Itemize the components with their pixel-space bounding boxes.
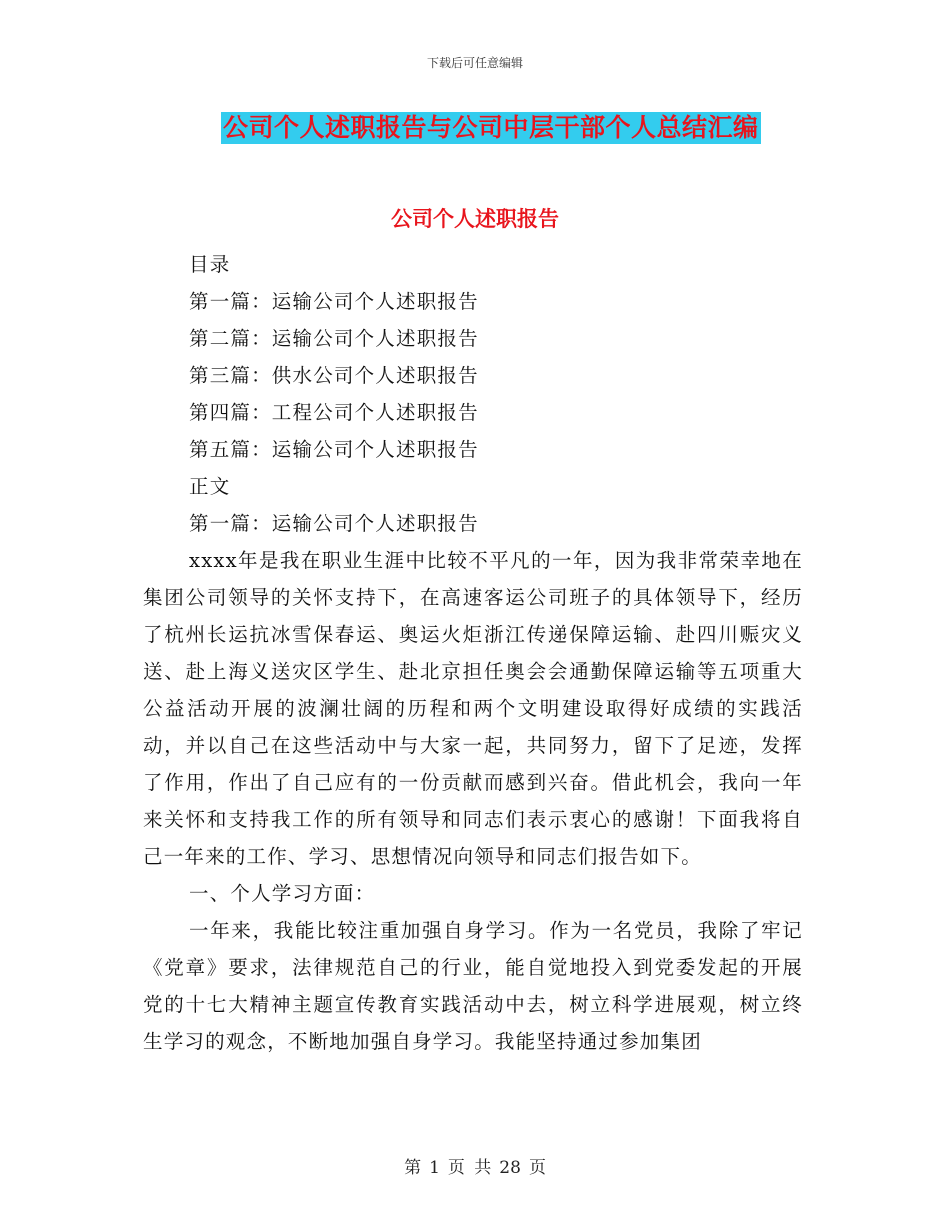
toc-item: 第五篇：运输公司个人述职报告 [189,438,479,461]
toc-item: 第二篇：运输公司个人述职报告 [189,327,479,350]
footer-prefix: 第 [404,1158,422,1178]
footer-middle: 页 共 [447,1158,492,1178]
toc-heading: 目录 [189,253,231,276]
toc-item: 第一篇：运输公司个人述职报告 [189,290,479,313]
paragraph: 一年来，我能比较注重加强自身学习。作为一名党员，我除了牢记《党章》要求，法律规范自己的行业，能自觉地投入到党委发起的开展党的十七大精神主题宣传教育实践活动中去，树立科学进展观，树立终生学习的观念，不断地加强自身学习。我能坚持通过参加集团 [143,919,803,1053]
footer-suffix: 页 [528,1158,546,1178]
page-number: 1 [429,1158,440,1178]
chapter-title: 第一篇：运输公司个人述职报告 [189,512,479,535]
header-note: 下载后可任意编辑 [426,56,523,70]
page-total: 28 [499,1158,521,1178]
section-title: 公司个人述职报告 [391,206,559,231]
document-title: 公司个人述职报告与公司中层干部个人总结汇编 [223,113,759,142]
paragraph: xxxx年是我在职业生涯中比较不平凡的一年，因为我非常荣幸地在集团公司领导的关怀支持下，在高速客运公司班子的具体领导下，经历了杭州长运抗冰雪保春运、奥运火炬浙江传递保障运输、赴四川赈灾义送、赴上海义送灾区学生、赴北京担任奥会会通勤保障运输等五项重大公益活动开展的波澜壮阔的历程和两个文明建设取得好成绩的实践活动，并以自己在这些活动中与大家一起，共同努力，留下了足迹，发挥了作用，作出了自己应有的一份贡献而感到兴奋。借此机会，我向一年来关怀和支持我工作的所有领导和同志们表示衷心的感谢！下面我将自己一年来的工作、学习、思想情况向领导和同志们报告如下。 [143,549,803,868]
toc-item: 第四篇：工程公司个人述职报告 [189,401,479,424]
page-footer [0,1153,950,1178]
subsection-heading: 一、个人学习方面： [189,882,376,905]
toc-item: 第三篇：供水公司个人述职报告 [189,364,479,387]
document-body [143,246,803,1060]
body-heading: 正文 [189,475,231,498]
